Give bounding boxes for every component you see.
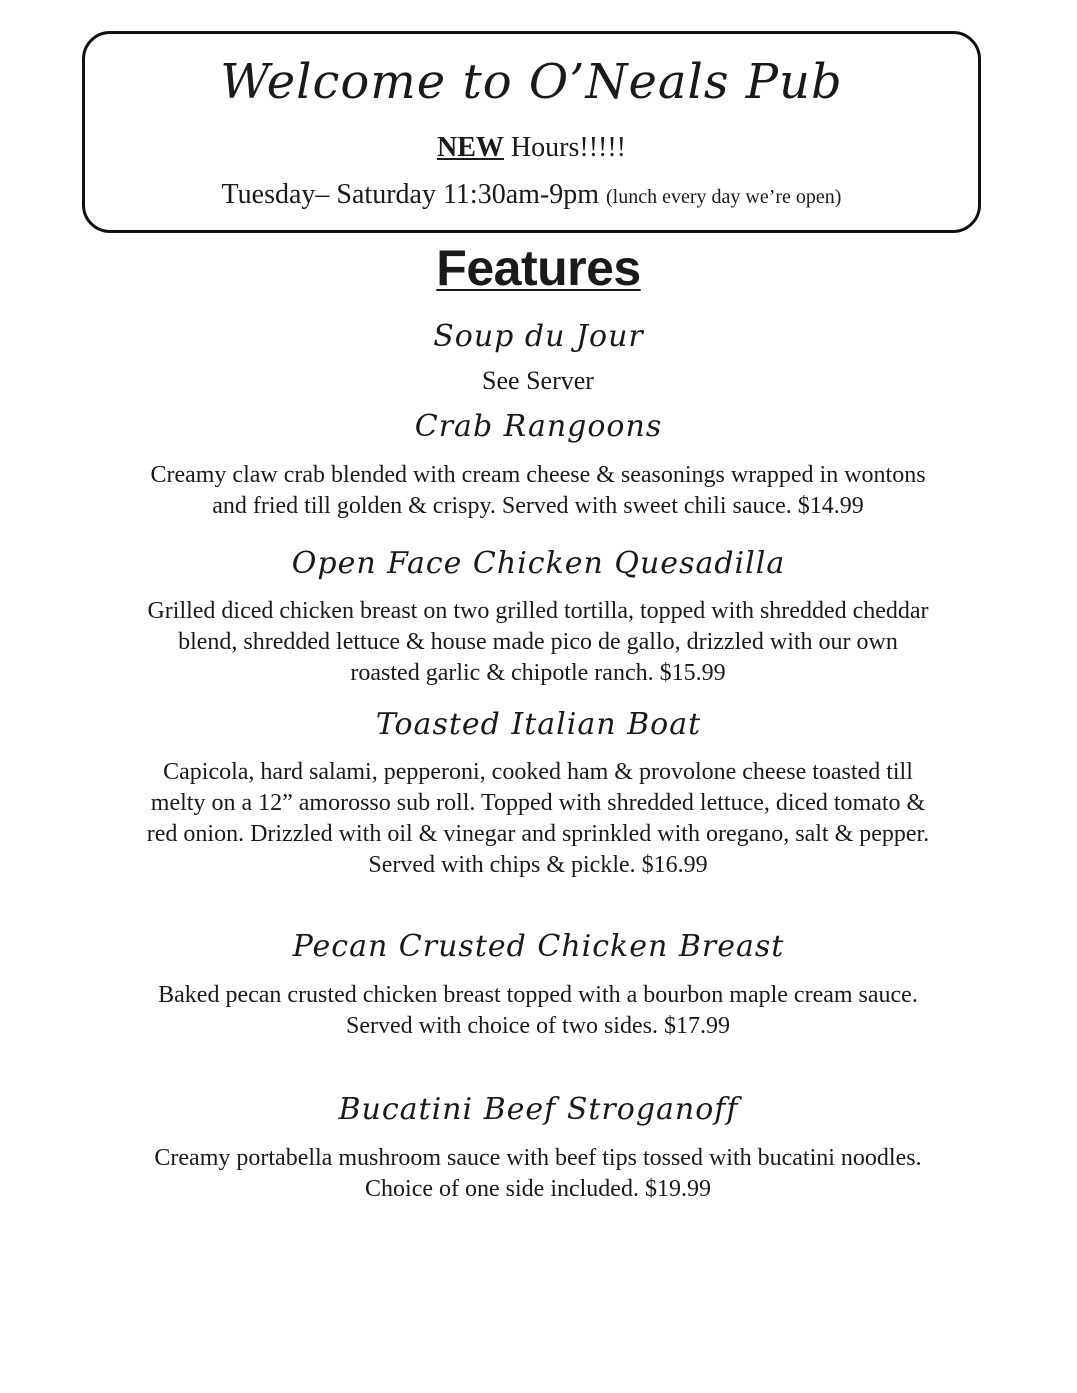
- opening-schedule: [85, 178, 978, 214]
- pub-title: Welcome to O’Neals Pub: [220, 54, 843, 110]
- welcome-box: [82, 31, 981, 233]
- description-line: Creamy portabella mushroom sauce with beef tips tossed with bucatini noodles.: [154, 1145, 922, 1171]
- description-line: Choice of one side included. $19.99: [365, 1176, 711, 1202]
- menu-item-name: Pecan Crusted Chicken Breast: [292, 929, 785, 964]
- description-line: melty on a 12” amorosso sub roll. Topped with shredded lettuce, diced tomato &: [150, 790, 926, 816]
- description-line: and fried till golden & crispy. Served with sweet chili sauce. $14.99: [212, 493, 864, 519]
- description-line: red onion. Drizzled with oil & vinegar and sprinkled with oregano, salt & pepper.: [146, 821, 930, 847]
- description-line: Capicola, hard salami, pepperoni, cooked ham & provolone cheese toasted till: [163, 759, 913, 785]
- menu-item-name: Bucatini Beef Stroganoff: [338, 1092, 739, 1127]
- menu-item-description: [88, 596, 988, 689]
- description-line: blend, shredded lettuce & house made pico de gallo, drizzled with our own: [178, 629, 898, 655]
- menu-item-name: Crab Rangoons: [414, 409, 663, 444]
- description-line: Creamy claw crab blended with cream cheese & seasonings wrapped in wontons: [150, 462, 926, 488]
- description-line: See Server: [482, 366, 594, 395]
- description-line: Grilled diced chicken breast on two grilled tortilla, topped with shredded cheddar: [147, 598, 929, 624]
- menu-item-name: Open Face Chicken Quesadilla: [291, 546, 786, 581]
- new-label: NEW: [437, 132, 504, 163]
- description-line: Served with choice of two sides. $17.99: [346, 1013, 730, 1039]
- description-line: Baked pecan crusted chicken breast topped with a bourbon maple cream sauce.: [158, 982, 918, 1008]
- menu-item-name: Soup du Jour: [433, 319, 644, 354]
- menu-item-description: [88, 757, 988, 881]
- features-heading: Features: [436, 240, 641, 296]
- hours-announcement: [85, 131, 978, 165]
- description-line: Served with chips & pickle. $16.99: [368, 852, 708, 878]
- menu-item-description: [88, 980, 988, 1042]
- description-line: roasted garlic & chipotle ranch. $15.99: [350, 660, 726, 686]
- schedule-days-hours: Tuesday– Saturday 11:30am-9pm: [221, 179, 599, 210]
- menu-item-description: [88, 460, 988, 522]
- hours-label: Hours!!!!!: [503, 132, 626, 163]
- menu-item-name: Toasted Italian Boat: [375, 707, 702, 742]
- schedule-note: (lunch every day we’re open): [606, 186, 842, 208]
- menu-item-description: [88, 365, 988, 396]
- menu-item-description: [88, 1143, 988, 1205]
